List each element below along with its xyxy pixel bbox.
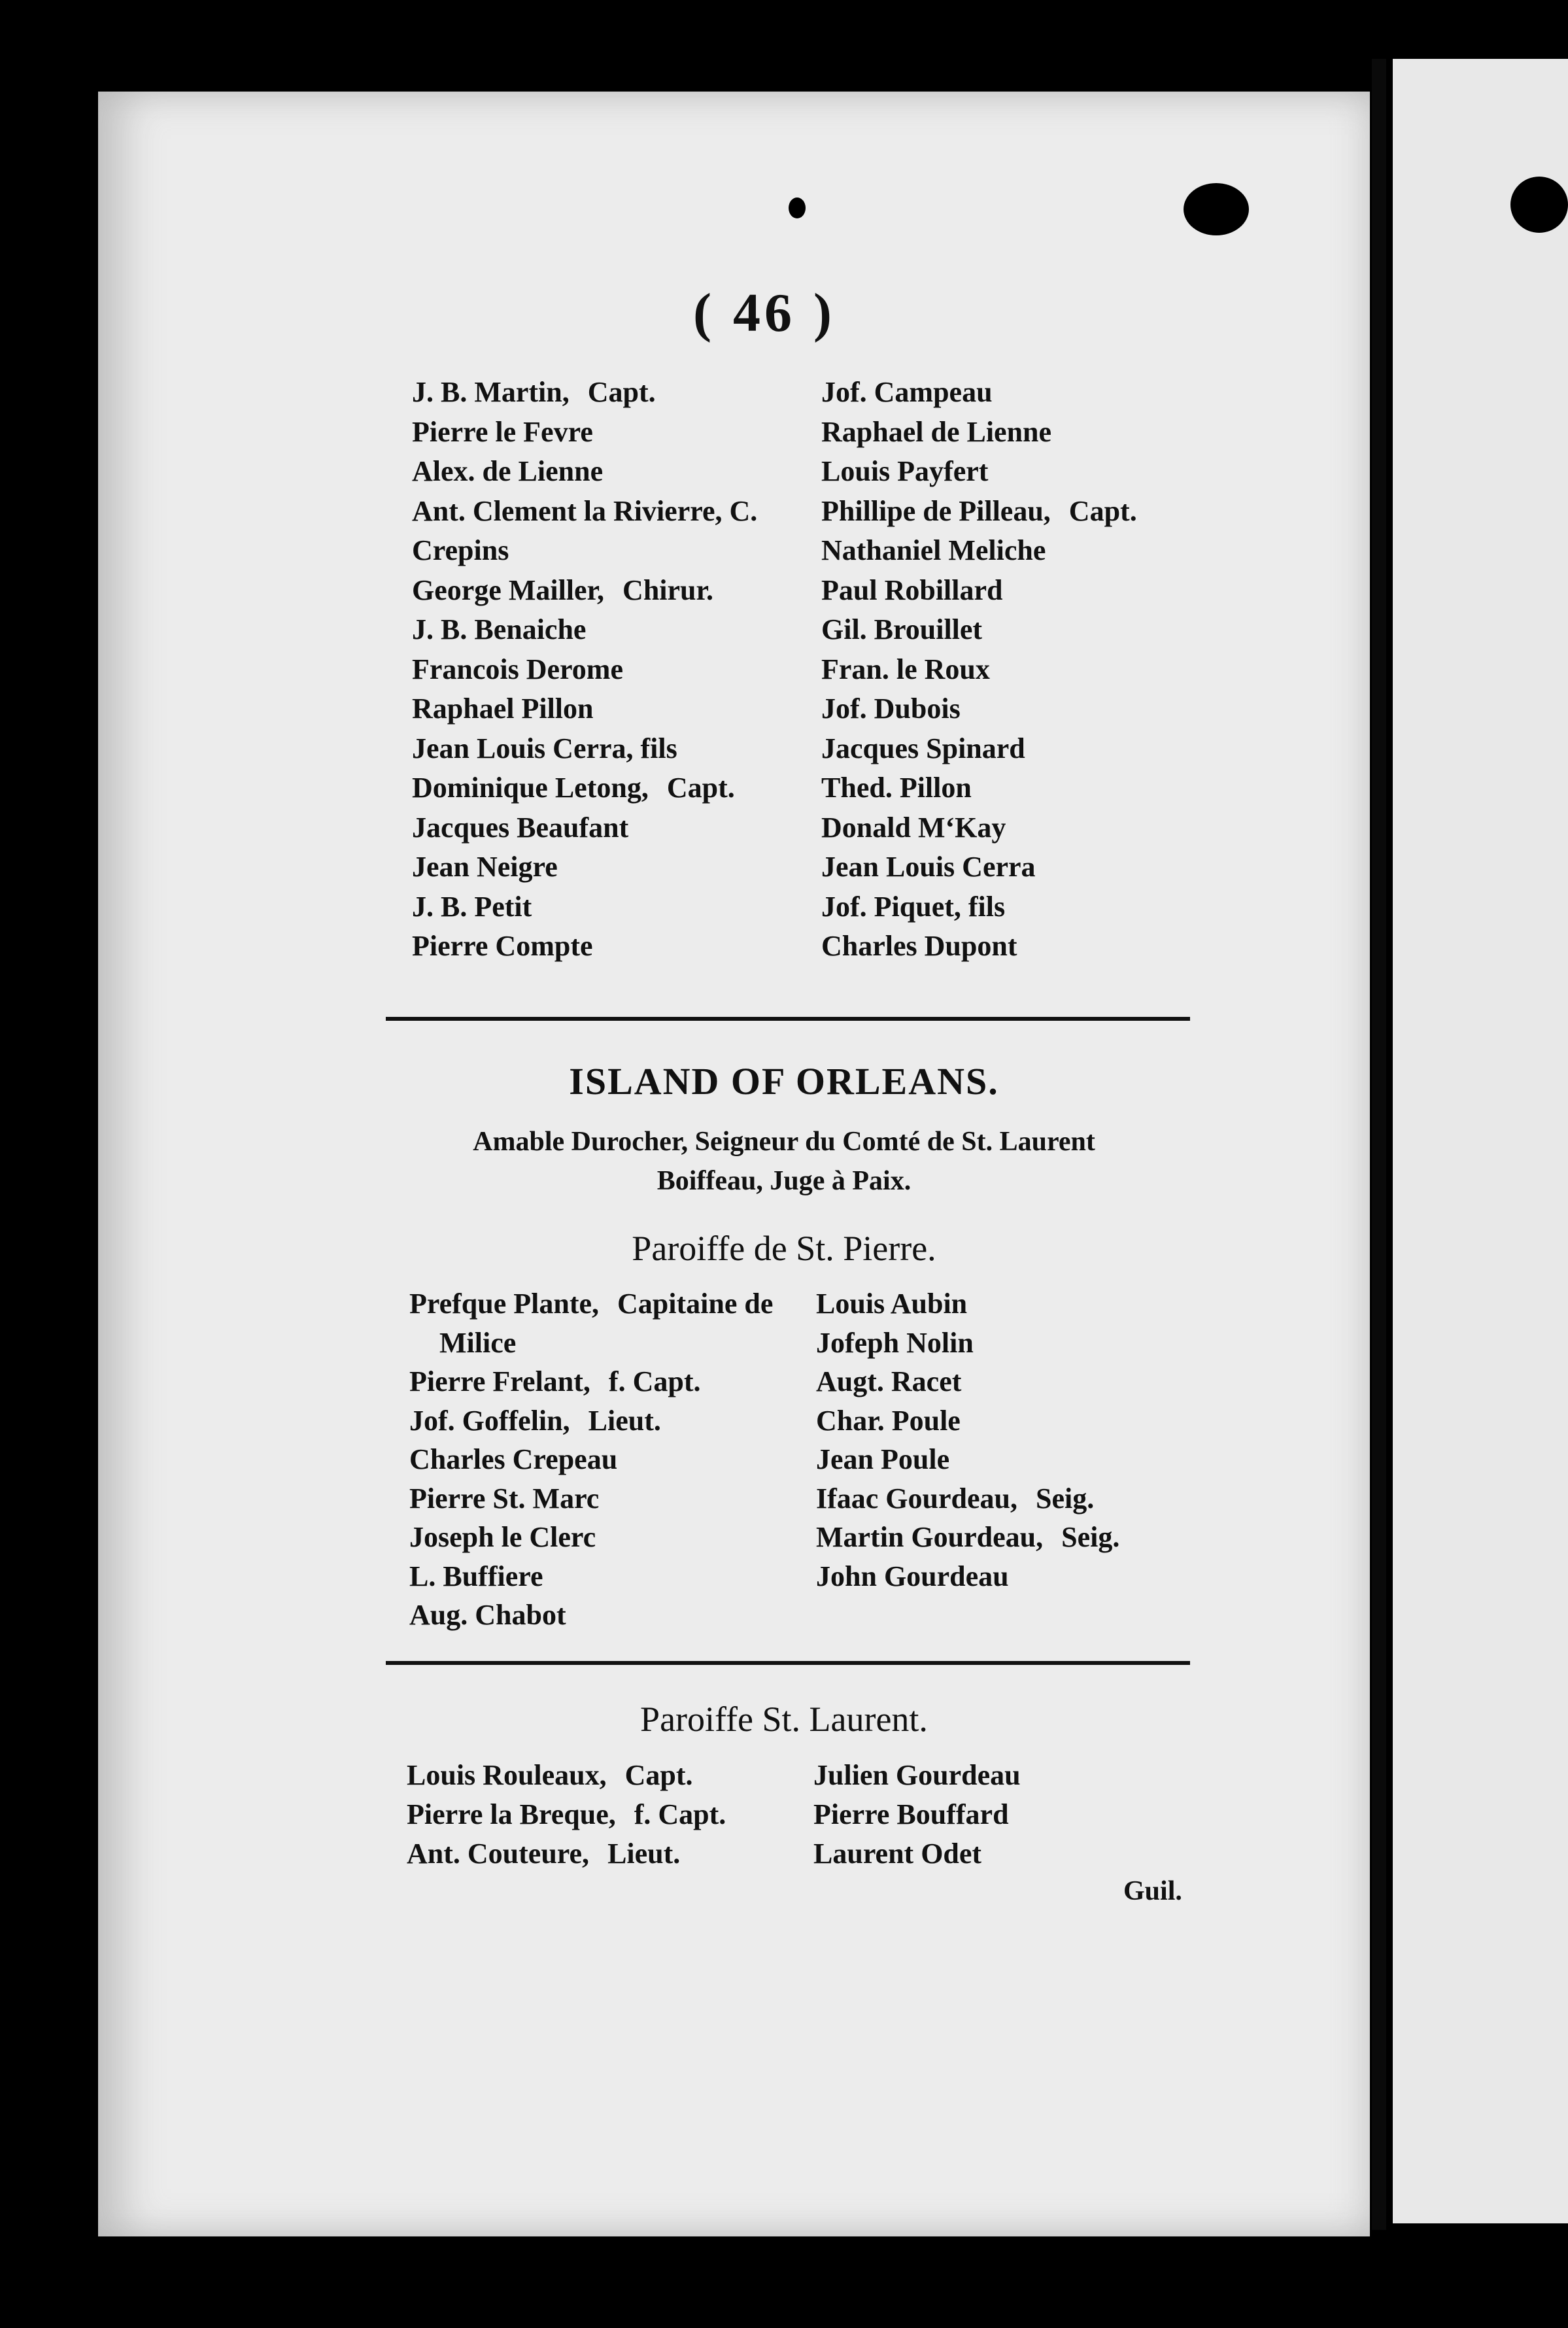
entry-name: Char. Poule [816, 1404, 961, 1437]
catchword: Guil. [1123, 1876, 1182, 1906]
list-entry [816, 1401, 1119, 1441]
entry-name: Jacques Beaufant [412, 811, 629, 844]
list-entry [412, 571, 757, 611]
list-entry [409, 1479, 773, 1518]
entry-role: Seig. [1036, 1482, 1095, 1515]
list-entry [412, 650, 757, 690]
entry-name: Jofeph Nolin [816, 1326, 974, 1359]
list-entry [821, 531, 1137, 571]
list-entry [409, 1284, 773, 1324]
entry-role: Capt. [666, 772, 735, 804]
entry-name: Louis Aubin [816, 1288, 968, 1320]
juge-line: Boiffeau, Juge à Paix. [656, 1166, 912, 1196]
entry-name: Paul Robillard [821, 573, 1003, 606]
top-list-right-column [821, 373, 1137, 967]
list-entry [412, 413, 757, 453]
entry-name: Pierre St. Marc [409, 1482, 600, 1515]
list-entry [821, 650, 1137, 690]
list-entry [821, 808, 1137, 848]
list-entry [821, 492, 1137, 532]
st-laurent-right-column [813, 1756, 1021, 1874]
entry-name: Joseph le Clerc [409, 1521, 596, 1553]
list-entry [813, 1834, 1021, 1874]
entry-name: Pierre le Fevre [412, 415, 593, 448]
list-entry [813, 1756, 1021, 1795]
entry-name: J. B. Petit [412, 890, 532, 923]
entry-name: Raphael de Lienne [821, 415, 1052, 448]
entry-name: Crepins [412, 534, 509, 566]
list-entry [821, 927, 1137, 967]
entry-name: L. Buffiere [409, 1560, 543, 1592]
entry-role: Capt. [587, 376, 656, 408]
list-entry [821, 373, 1137, 413]
entry-name: Ant. Couteure, [407, 1838, 590, 1870]
entry-name: Charles Crepeau [409, 1443, 618, 1475]
entry-name: Martin Gourdeau, [816, 1521, 1044, 1553]
list-entry [409, 1518, 773, 1557]
entry-name: John Gourdeau [816, 1560, 1009, 1592]
list-entry [813, 1795, 1021, 1834]
entry-name: Aug. Chabot [409, 1599, 566, 1631]
list-entry [407, 1756, 726, 1795]
entry-name: Charles Dupont [821, 930, 1017, 962]
list-entry [409, 1557, 773, 1596]
entry-name: Pierre Compte [412, 930, 593, 962]
list-entry [412, 373, 757, 413]
list-entry [816, 1324, 1119, 1363]
section-divider [386, 1661, 1190, 1665]
entry-name: Jean Poule [816, 1443, 950, 1475]
list-entry [816, 1440, 1119, 1479]
list-entry [407, 1795, 726, 1834]
list-entry [409, 1362, 773, 1401]
entry-role: f. Capt. [608, 1365, 701, 1397]
list-entry [409, 1324, 773, 1363]
list-entry [816, 1284, 1119, 1324]
list-entry [407, 1834, 726, 1874]
entry-name: Jof. Dubois [821, 693, 961, 725]
list-entry [816, 1518, 1119, 1557]
st-pierre-right-column [816, 1284, 1119, 1596]
list-entry [409, 1401, 773, 1441]
list-entry [816, 1557, 1119, 1596]
seigneur-line: Amable Durocher, Seigneur du Comté de St. Laurent [473, 1127, 1095, 1157]
list-entry [412, 689, 757, 729]
top-list-left-column [412, 373, 757, 967]
list-entry [821, 768, 1137, 808]
entry-role: Capt. [1068, 494, 1137, 527]
entry-name: Francois Derome [412, 653, 623, 685]
list-entry [821, 452, 1137, 492]
list-entry [821, 571, 1137, 611]
list-entry [816, 1479, 1119, 1518]
entry-name: Louis Rouleaux, [407, 1759, 607, 1791]
entry-name: Ant. Clement la Rivierre, C. [412, 494, 758, 527]
entry-name: Ifaac Gourdeau, [816, 1482, 1017, 1515]
list-entry [821, 413, 1137, 453]
list-entry [821, 887, 1137, 927]
entry-name: J. B. Martin, [412, 376, 570, 408]
list-entry [412, 492, 757, 532]
list-entry [412, 927, 757, 967]
entry-name: Thed. Pillon [821, 772, 972, 804]
parish-st-laurent-heading: Paroiffe St. Laurent. [640, 1700, 928, 1739]
page-number: ( 46 ) [693, 282, 836, 343]
list-entry [412, 452, 757, 492]
entry-name: Pierre Bouffard [813, 1798, 1009, 1830]
list-entry [412, 531, 757, 571]
list-entry [821, 689, 1137, 729]
entry-name: Julien Gourdeau [813, 1759, 1021, 1791]
entry-name: Jean Louis Cerra, fils [412, 732, 677, 764]
list-entry [412, 887, 757, 927]
st-laurent-left-column [407, 1756, 726, 1874]
entry-name: Jof. Piquet, fils [821, 890, 1006, 923]
entry-name: Pierre la Breque, [407, 1798, 616, 1830]
entry-name: Jean Neigre [412, 851, 558, 883]
entry-role: Capitaine de [617, 1288, 774, 1320]
list-entry [412, 729, 757, 769]
entry-role: Lieut. [607, 1838, 681, 1870]
entry-name: Louis Payfert [821, 455, 989, 487]
entry-name: Laurent Odet [813, 1838, 982, 1870]
entry-name: Alex. de Lienne [412, 455, 604, 487]
entry-role: Chirur. [622, 573, 714, 606]
entry-name: Milice [439, 1326, 517, 1359]
entry-name: Pierre Frelant, [409, 1365, 590, 1397]
entry-name: Jof. Campeau [821, 376, 993, 408]
entry-name: Raphael Pillon [412, 693, 594, 725]
list-entry [409, 1440, 773, 1479]
list-entry [412, 808, 757, 848]
entry-role: Lieut. [588, 1404, 661, 1437]
list-entry [412, 610, 757, 650]
entry-name: Phillipe de Pilleau, [821, 494, 1051, 527]
entry-name: Gil. Brouillet [821, 613, 983, 645]
entry-name: Jacques Spinard [821, 732, 1025, 764]
entry-name: George Mailler, [412, 573, 605, 606]
punch-hole [1184, 183, 1249, 235]
entry-role: Seig. [1061, 1521, 1120, 1553]
list-entry [821, 729, 1137, 769]
entry-name: Prefque Plante, [409, 1288, 600, 1320]
entry-role: Capt. [624, 1759, 693, 1791]
parish-st-pierre-heading: Paroiffe de St. Pierre. [632, 1229, 936, 1268]
entry-name: Jof. Goffelin, [409, 1404, 570, 1437]
island-heading: ISLAND OF ORLEANS. [569, 1060, 999, 1103]
entry-name: Nathaniel Meliche [821, 534, 1046, 566]
entry-name: J. B. Benaiche [412, 613, 587, 645]
section-divider [386, 1017, 1190, 1021]
entry-name: Dominique Letong, [412, 772, 649, 804]
list-entry [412, 768, 757, 808]
entry-name: Augt. Racet [816, 1365, 962, 1397]
ink-dot [789, 197, 806, 218]
list-entry [821, 610, 1137, 650]
list-entry [821, 847, 1137, 887]
list-entry [409, 1596, 773, 1635]
punch-hole [1510, 177, 1568, 233]
entry-role: f. Capt. [634, 1798, 726, 1830]
entry-name: Jean Louis Cerra [821, 851, 1036, 883]
entry-name: Donald M‘Kay [821, 811, 1006, 844]
entry-name: Fran. le Roux [821, 653, 990, 685]
st-pierre-left-column [409, 1284, 773, 1635]
list-entry [412, 847, 757, 887]
list-entry [816, 1362, 1119, 1401]
